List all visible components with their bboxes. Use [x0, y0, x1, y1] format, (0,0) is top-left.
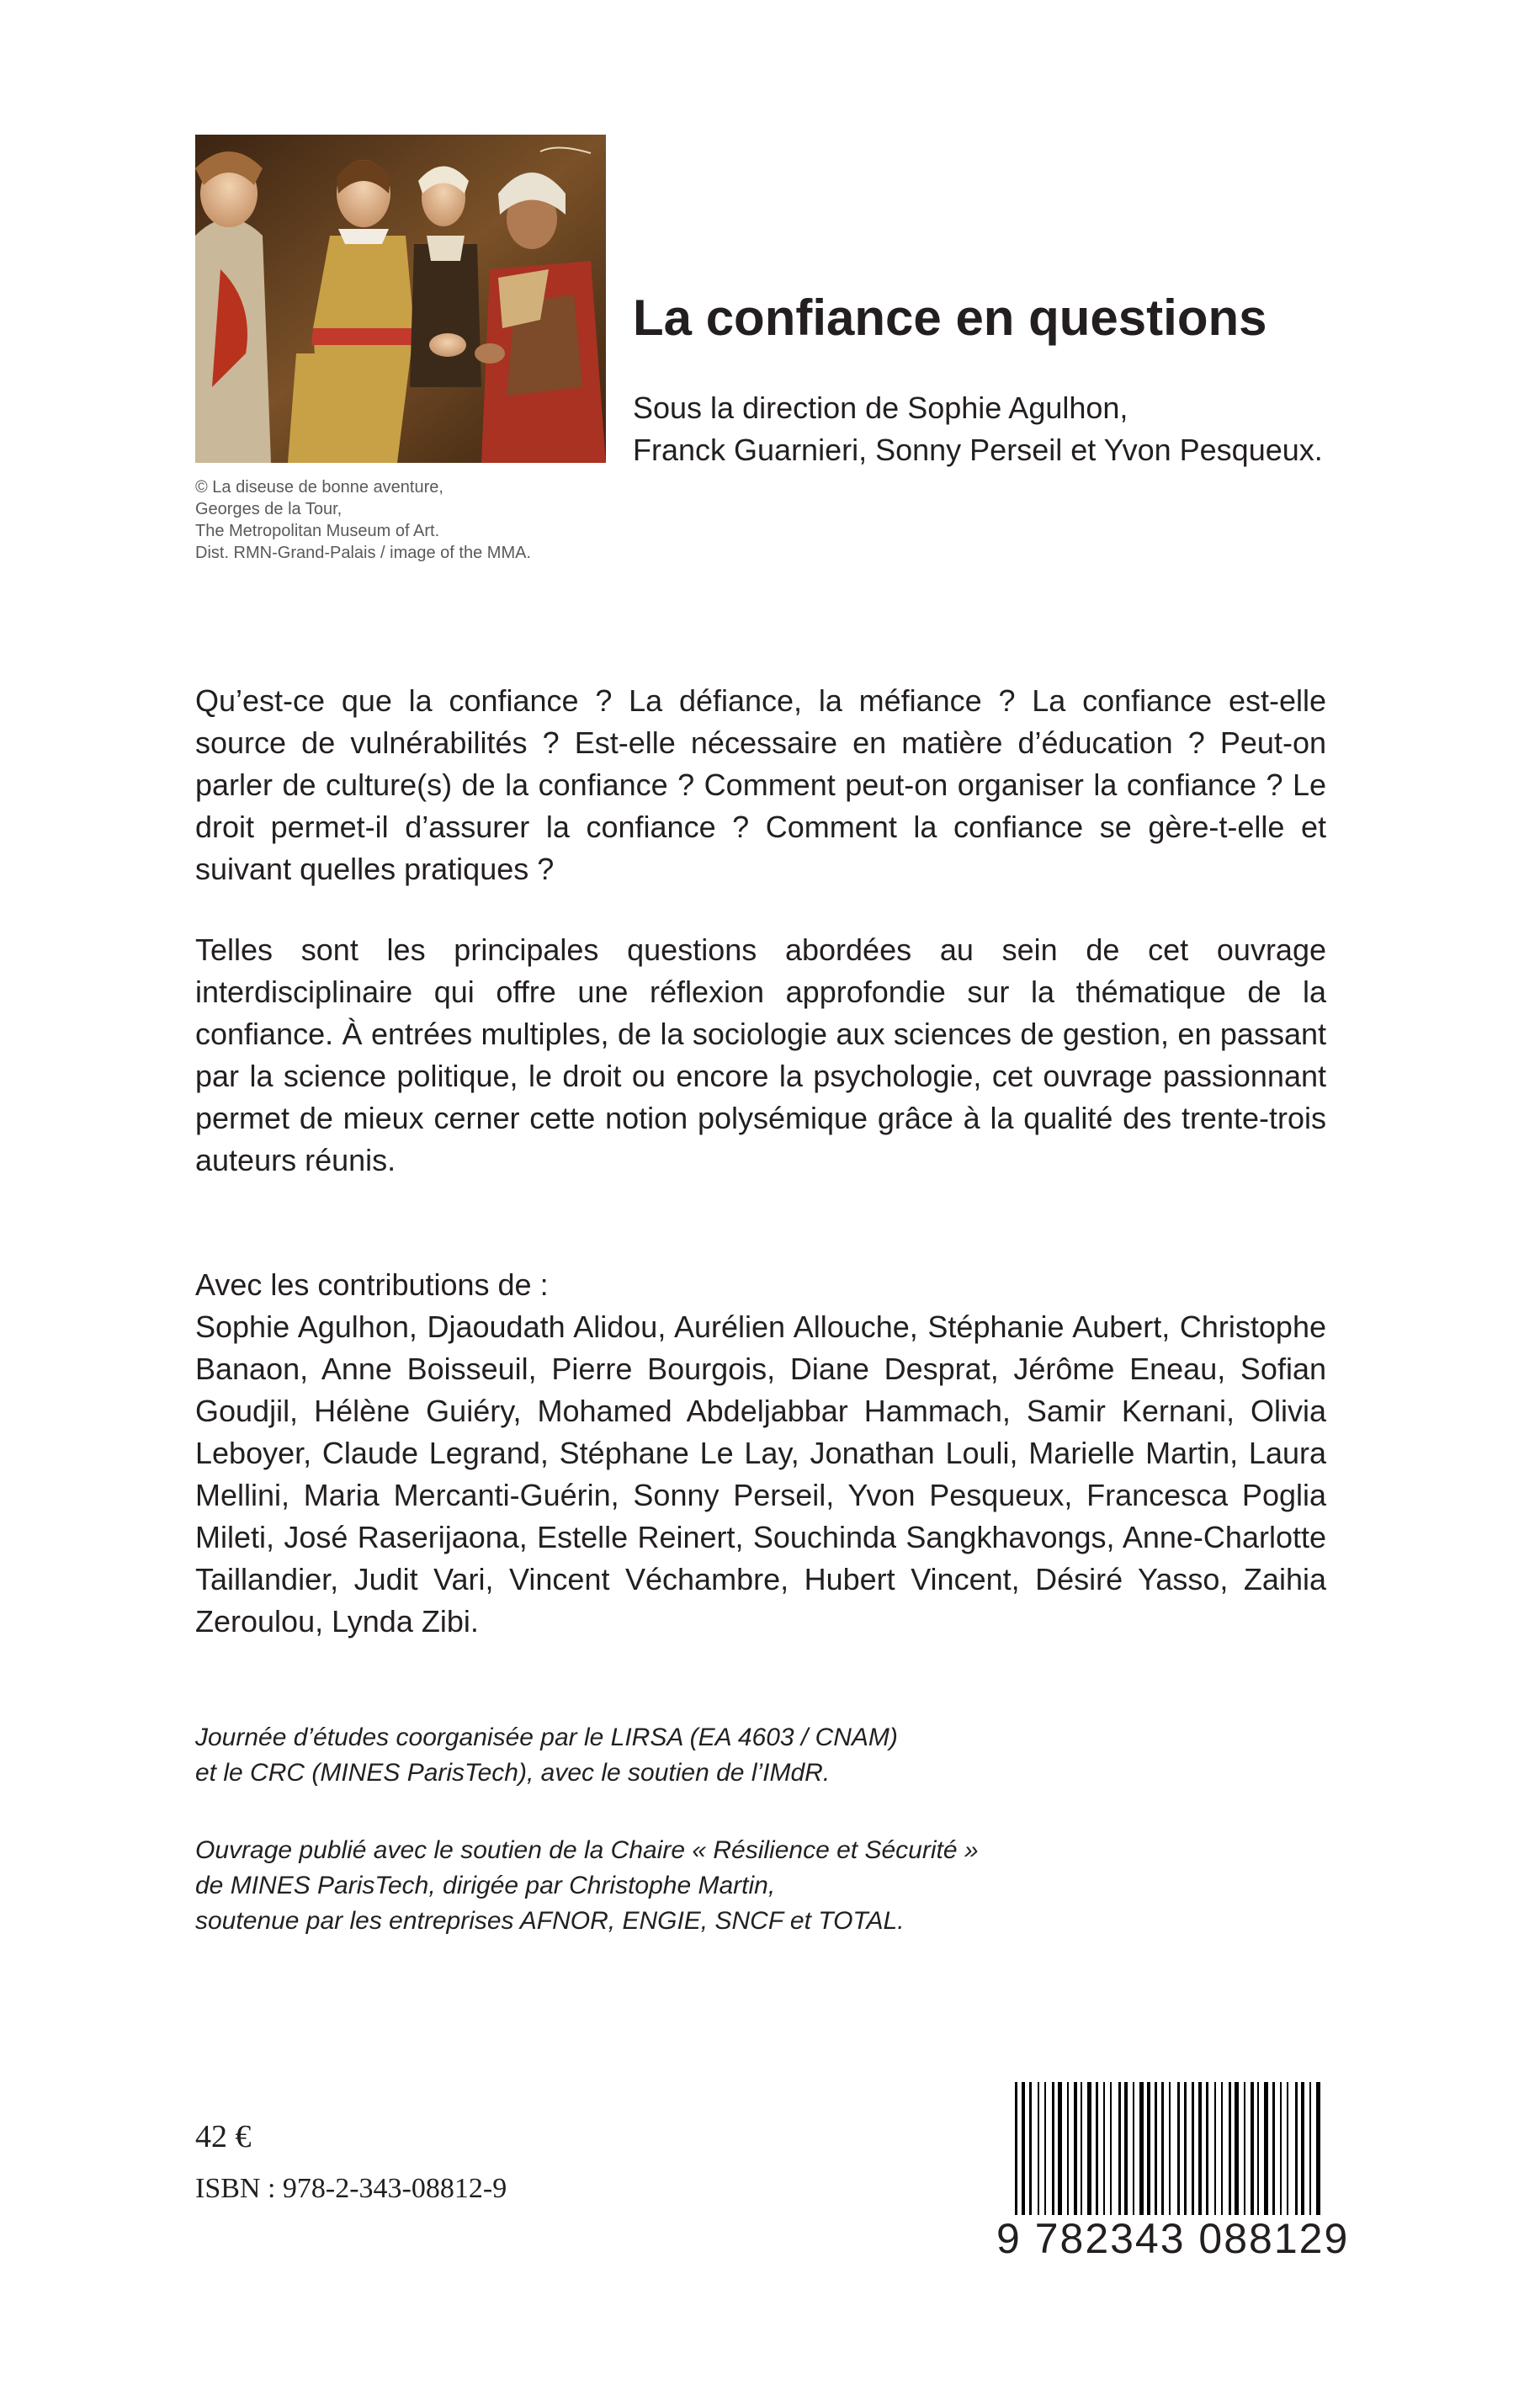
- note-line: Journée d’études coorganisée par le LIRSA (EA 4603 / CNAM): [195, 1724, 898, 1751]
- caption-line: Georges de la Tour,: [195, 500, 343, 518]
- painting-illustration: [195, 135, 606, 463]
- caption-line: © La diseuse de bonne aventure,: [195, 478, 443, 497]
- price: 42 €: [195, 2119, 252, 2154]
- contributors-list: Sophie Agulhon, Djaoudath Alidou, Aurélien Allouche, Stéphanie Aubert, Christophe Banaon, Anne Boisseuil, Pierre Bourgois, Diane Desprat, Jérôme Eneau, Sofian Goudjil, Hélène Guiéry, Mohamed Abdeljabbar Hammach, Samir Kernani, Olivia Leboyer, Claude Legrand, Stéphane Le Lay, Jonathan Louli, Marielle Martin, Laura Mellini, Maria Mercanti-Guérin, Sonny Perseil, Yvon Pesqueux, Francesca Poglia Mileti, José Raserijaona, Estelle Reinert, Souchinda Sangkhavongs, Anne-Charlotte Taillandier, Judit Vari, Vincent Véchambre, Hubert Vincent, Désiré Yasso, Zaihia Zeroulou, Lynda Zibi.: [195, 1309, 1326, 1639]
- contributions-heading: Avec les contributions de :: [195, 1267, 549, 1302]
- note-line: soutenue par les entreprises AFNOR, ENGIE, SNCF et TOTAL.: [195, 1907, 905, 1935]
- publication-support-note: [195, 1833, 1289, 1939]
- note-line: et le CRC (MINES ParisTech), avec le soutien de l’IMdR.: [195, 1759, 831, 1787]
- cover-painting-image: [195, 135, 606, 463]
- isbn: ISBN : 978-2-343-08812-9: [195, 2173, 507, 2204]
- editors-line-2: Franck Guarnieri, Sonny Perseil et Yvon Pesqueux.: [633, 433, 1323, 467]
- barcode-digits: 9 782343 088129: [993, 2215, 1350, 2262]
- book-title: La confiance en questions: [633, 289, 1267, 346]
- study-day-note: [195, 1720, 1289, 1791]
- editors-line-1: Sous la direction de Sophie Agulhon,: [633, 390, 1128, 425]
- note-line: de MINES ParisTech, dirigée par Christophe Martin,: [195, 1872, 776, 1899]
- note-line: Ouvrage publié avec le soutien de la Chaire « Résilience et Sécurité »: [195, 1836, 979, 1864]
- intro-paragraph: Qu’est-ce que la confiance ? La défiance, la méfiance ? La confiance est-elle source de vulnérabilités ? Est-elle nécessaire en matière d’éducation ? Peut-on parler de culture(s) de la confiance ? Comment peut-on organiser la confiance ? Le droit permet-il d’assurer la confiance ? Comment la confiance se gère-t-elle et suivant quelles pratiques ?: [195, 683, 1326, 886]
- caption-line: The Metropolitan Museum of Art.: [195, 522, 440, 540]
- caption-line: Dist. RMN-Grand-Palais / image of the MMA.: [195, 544, 531, 562]
- editors-line: [633, 387, 1474, 471]
- description-paragraph: Telles sont les principales questions abordées au sein de cet ouvrage interdisciplinaire qui offre une réflexion approfondie sur la thématique de la confiance. À entrées multiples, de la sociologie aux sciences de gestion, en passant par la science politique, le droit ou encore la psychologie, cet ouvrage passionnant permet de mieux cerner cette notion polysémique grâce à la qualité des trente-trois auteurs réunis.: [195, 932, 1326, 1177]
- painting-caption: [195, 476, 633, 564]
